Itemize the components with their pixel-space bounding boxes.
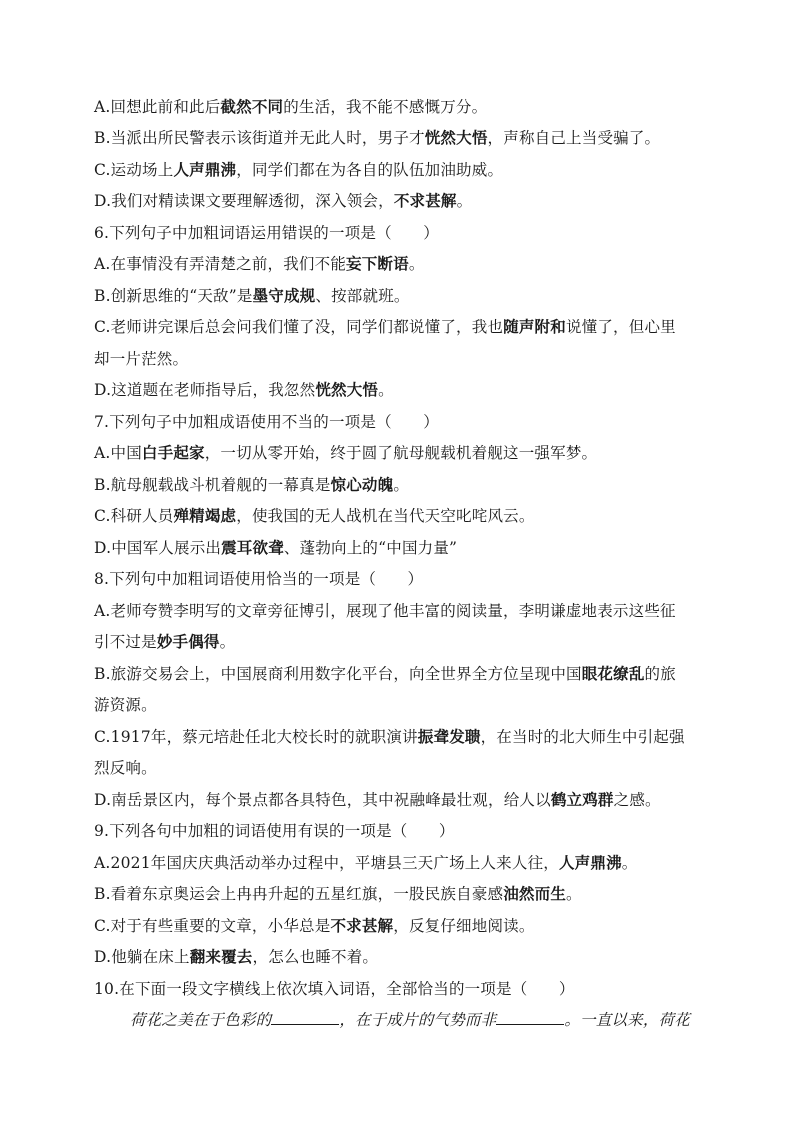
bold-idiom: 惊心动魄 (330, 475, 394, 494)
q8-option-b (94, 664, 676, 684)
text: 荷花之美在于色彩的 (130, 1011, 272, 1029)
q8-option-b-cont (94, 695, 157, 715)
bold-idiom: 妄下断语 (346, 254, 409, 273)
question-text: 9.下列各句中加粗的词语使用有误的一项是（ ） (94, 822, 455, 840)
bold-idiom: 鹤立鸡群 (550, 790, 614, 809)
text: D.我们对精读课文要理解透彻，深入领会， (94, 192, 394, 210)
question-6 (94, 223, 439, 243)
option-c-line (94, 160, 503, 180)
q9-option-a (94, 853, 638, 873)
q8-option-a-cont (94, 632, 235, 652)
q7-option-d (94, 538, 457, 558)
bold-idiom: 人声鼎沸 (173, 160, 237, 179)
bold-idiom: 恍然大悟 (424, 128, 488, 147)
text: B.航母舰载战斗机着舰的一幕真是 (94, 476, 331, 494)
text: 的旅 (644, 665, 676, 683)
text: 。 (566, 885, 582, 903)
bold-idiom: 振聋发聩 (417, 727, 481, 746)
passage-line (130, 1010, 690, 1030)
text: 游资源。 (94, 696, 157, 714)
bold-idiom: 油然而生 (503, 884, 567, 903)
text: A.2021年国庆庆典活动举办过程中，平塘县三天广场上人来人往， (94, 854, 559, 872)
text: 。 (219, 633, 236, 651)
bold-idiom: 眼花缭乱 (581, 664, 645, 683)
q6-option-c (94, 317, 676, 337)
bold-idiom: 妙手偶得 (156, 632, 220, 651)
text: 。 (378, 381, 394, 399)
q9-option-c (94, 916, 535, 936)
bold-idiom: 翻来覆去 (189, 947, 253, 966)
text: ，使我国的无人战机在当代天空叱咤风云。 (236, 507, 535, 525)
q7-option-b (94, 475, 409, 495)
text: ，反复仔细地阅读。 (393, 917, 535, 935)
text: 。 (408, 255, 425, 273)
bold-idiom: 截然不同 (220, 97, 284, 116)
bold-idiom: 人声鼎沸 (558, 853, 622, 872)
text: 、按部就班。 (315, 287, 410, 305)
option-b-line (94, 128, 660, 148)
text: 说懂了，但心里 (565, 318, 676, 336)
bold-idiom: 不求甚解 (393, 191, 457, 210)
q8-option-c-cont (94, 758, 157, 778)
text: D.这道题在老师指导后，我忽然 (94, 381, 316, 399)
bold-idiom: 殚精竭虑 (173, 506, 237, 525)
text: ，声称自己上当受骗了。 (487, 129, 661, 147)
text: C.运动场上 (94, 161, 174, 179)
q8-option-c (94, 727, 685, 747)
q6-option-a (94, 254, 425, 274)
fill-blank (496, 1010, 564, 1025)
q8-option-a (94, 601, 676, 621)
fill-blank (271, 1010, 339, 1025)
bold-idiom: 震耳欲聋 (221, 538, 284, 557)
text: ，在当时的北大师生中引起强 (480, 728, 685, 746)
bold-idiom: 恍然大悟 (315, 380, 379, 399)
text: A.中国 (94, 444, 142, 462)
question-text: 8.下列句中加粗词语使用恰当的一项是（ ） (94, 570, 424, 588)
text: 引不过是 (94, 633, 157, 651)
question-text: 7.下列句子中加粗成语使用不当的一项是（ ） (94, 413, 439, 431)
text: 。 (621, 854, 638, 872)
text: ，同学们都在为各自的队伍加油助威。 (236, 161, 504, 179)
bold-idiom: 随声附和 (503, 317, 566, 336)
question-text: 6.下列句子中加粗词语运用错误的一项是（ ） (94, 224, 439, 242)
text: D.中国军人展示出 (94, 539, 222, 557)
text: B.旅游交易会上，中国展商利用数字化平台，向全世界全方位呈现中国 (94, 665, 582, 683)
q6-option-d (94, 380, 394, 400)
text: ，一切从零开始，终于圆了航母舰载机着舰这一强军梦。 (204, 444, 598, 462)
question-text: 10.在下面一段文字横线上依次填入词语，全部恰当的一项是（ ） (94, 980, 575, 998)
q7-option-c (94, 506, 535, 526)
text: 。 (393, 476, 410, 494)
text: A.在事情没有弄清楚之前，我们不能 (94, 255, 347, 273)
text: C.对于有些重要的文章，小华总是 (94, 917, 331, 935)
q7-option-a (94, 443, 597, 463)
bold-idiom: 墨守成规 (252, 286, 316, 305)
text: 、蓬勃向上的“中国力量” (283, 539, 458, 557)
question-7 (94, 412, 439, 432)
question-9 (94, 821, 455, 841)
text: A.老师夸赞李明写的文章旁征博引，展现了他丰富的阅读量，李明谦虚地表示这些征 (94, 602, 676, 620)
question-8 (94, 569, 423, 589)
question-10 (94, 979, 575, 999)
q9-option-b (94, 884, 582, 904)
option-a-line (94, 97, 487, 117)
text: D.南岳景区内，每个景点都各具特色，其中祝融峰最壮观，给人以 (94, 791, 551, 809)
q6-option-c-cont (94, 349, 188, 369)
text: C.1917年，蔡元培赴任北大校长时的就职演讲 (94, 728, 418, 746)
text: 的生活，我不能不感慨万分。 (283, 98, 488, 116)
q6-option-b (94, 286, 410, 306)
text: D.他躺在床上 (94, 948, 190, 966)
text: C.老师讲完课后总会问我们懂了没，同学们都说懂了，我也 (94, 318, 504, 336)
text: 。一直以来，荷花 (564, 1011, 690, 1029)
q9-option-d (94, 947, 378, 967)
text: A.回想此前和此后 (94, 98, 221, 116)
bold-idiom: 不求甚解 (330, 916, 394, 935)
text: B.创新思维的“天敌”是 (94, 287, 253, 305)
bold-idiom: 白手起家 (141, 443, 205, 462)
text: B.当派出所民警表示该街道并无此人时，男子才 (94, 129, 425, 147)
text: 。 (456, 192, 473, 210)
text: C.科研人员 (94, 507, 174, 525)
q8-option-d (94, 790, 661, 810)
text: 却一片茫然。 (94, 350, 189, 368)
text: B.看着东京奥运会上冉冉升起的五星红旗，一股民族自豪感 (94, 885, 504, 903)
text: ，怎么也睡不着。 (252, 948, 379, 966)
text: 烈反响。 (94, 759, 157, 777)
option-d-line (94, 191, 472, 211)
text: ，在于成片的气势而非 (339, 1011, 497, 1029)
text: 之感。 (613, 791, 661, 809)
